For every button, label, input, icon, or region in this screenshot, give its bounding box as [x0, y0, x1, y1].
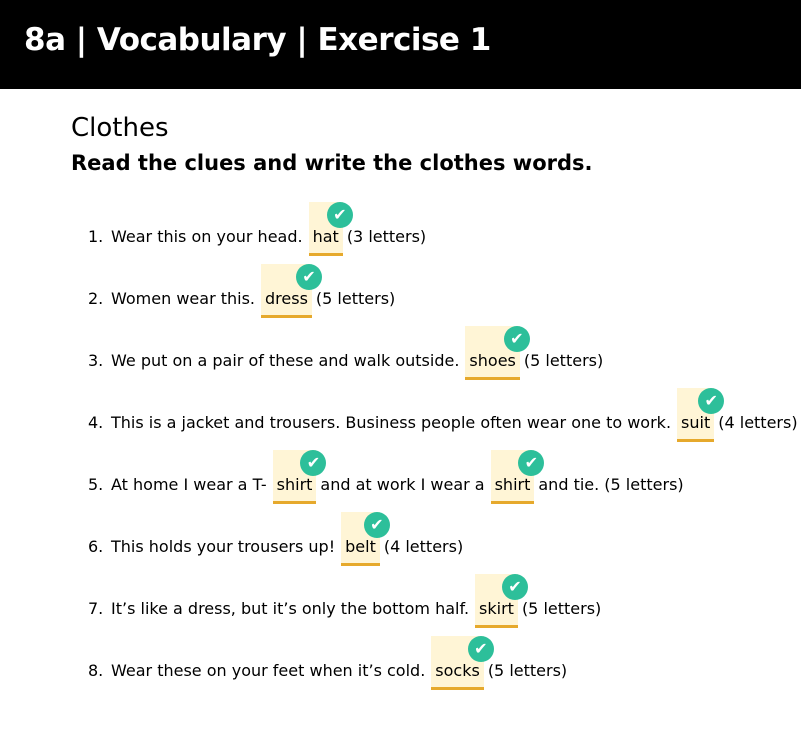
answer-field[interactable] [677, 388, 718, 442]
check-circle-icon: ✔ [698, 388, 724, 414]
question-text: This holds your trousers up! [111, 537, 336, 556]
answer-field[interactable] [431, 636, 488, 690]
page-title: 8a | Vocabulary | Exercise 1 [24, 22, 491, 58]
question-text: Women wear this. [111, 289, 256, 308]
answer-field[interactable] [465, 326, 524, 380]
question-number: 1. [88, 227, 104, 246]
question-text: (5 letters) [315, 289, 396, 308]
check-circle-icon: ✔ [504, 326, 530, 352]
answer-value: socks [435, 661, 480, 680]
question-text: (5 letters) [523, 351, 604, 370]
answer-value: shirt [276, 475, 313, 494]
question-item [88, 205, 427, 252]
answer-field[interactable] [273, 450, 321, 504]
answer-value: suit [681, 413, 711, 432]
question-text: Wear these on your feet when it’s cold. [111, 661, 426, 680]
question-text: (4 letters) [718, 413, 798, 432]
question-item [88, 329, 604, 376]
question-number: 2. [88, 289, 104, 308]
page-header [0, 0, 801, 89]
answer-field[interactable] [475, 574, 522, 628]
answer-value: shirt [494, 475, 531, 494]
question-number: 5. [88, 475, 104, 494]
question-text: Wear this on your head. [111, 227, 303, 246]
question-item [88, 577, 602, 624]
section-title: Clothes [71, 113, 169, 143]
question-number: 4. [88, 413, 104, 432]
question-number: 3. [88, 351, 104, 370]
question-text: (5 letters) [521, 599, 602, 618]
question-number: 6. [88, 537, 104, 556]
question-item [88, 391, 798, 438]
question-text: At home I wear a T- [111, 475, 267, 494]
question-text: This is a jacket and trousers. Business people often wear one to work. [111, 413, 672, 432]
question-text: and at work I wear a [320, 475, 485, 494]
answer-value: shoes [469, 351, 516, 370]
question-item [88, 515, 464, 562]
answer-value: dress [265, 289, 308, 308]
check-circle-icon: ✔ [502, 574, 528, 600]
question-text: and tie. (5 letters) [538, 475, 684, 494]
answer-field[interactable] [261, 264, 316, 318]
exercise-content [0, 112, 801, 680]
answer-value: belt [345, 537, 376, 556]
question-text: We put on a pair of these and walk outside. [111, 351, 460, 370]
check-circle-icon: ✔ [327, 202, 353, 228]
answer-field[interactable] [491, 450, 539, 504]
instruction-text: Read the clues and write the clothes words. [71, 151, 593, 175]
question-item [88, 267, 396, 314]
answer-field[interactable] [309, 202, 347, 256]
check-circle-icon: ✔ [300, 450, 326, 476]
question-text: (5 letters) [487, 661, 568, 680]
question-item [88, 453, 684, 500]
question-number: 7. [88, 599, 104, 618]
question-text: (4 letters) [383, 537, 464, 556]
question-item [88, 639, 568, 686]
check-circle-icon: ✔ [468, 636, 494, 662]
question-text: (3 letters) [346, 227, 427, 246]
answer-value: hat [312, 227, 339, 246]
check-circle-icon: ✔ [518, 450, 544, 476]
answer-value: skirt [479, 599, 514, 618]
check-circle-icon: ✔ [364, 512, 390, 538]
check-circle-icon: ✔ [296, 264, 322, 290]
question-text: It’s like a dress, but it’s only the bottom half. [111, 599, 470, 618]
question-number: 8. [88, 661, 104, 680]
answer-field[interactable] [341, 512, 384, 566]
